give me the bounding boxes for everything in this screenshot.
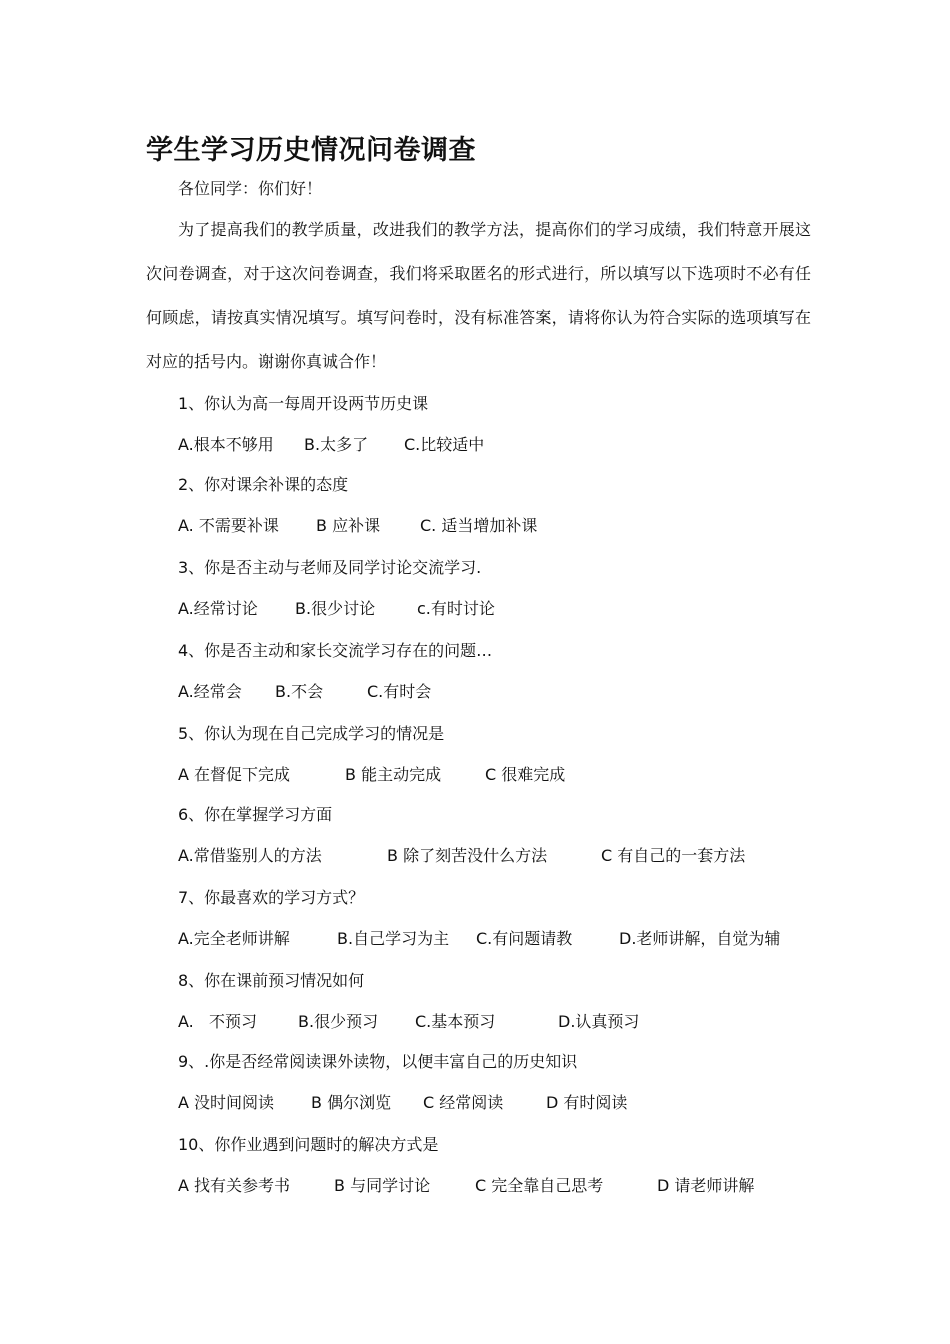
option-b: B.不会 xyxy=(275,682,324,701)
question-5: 5、你认为现在自己完成学习的情况是 xyxy=(178,724,445,743)
option-d: D.认真预习 xyxy=(558,1012,640,1031)
option-b: B.很少讨论 xyxy=(295,599,376,618)
question-1: 1、你认为高一每周开设两节历史课 xyxy=(178,394,429,413)
option-b: B 除了刻苦没什么方法 xyxy=(387,846,548,865)
option-c: C.比较适中 xyxy=(404,435,485,454)
question-9: 9、.你是否经常阅读课外读物，以便丰富自己的历史知识 xyxy=(178,1052,578,1071)
option-b: B.太多了 xyxy=(304,435,369,454)
question-3: 3、你是否主动与老师及同学讨论交流学习. xyxy=(178,558,482,577)
option-b: B 与同学讨论 xyxy=(334,1176,431,1195)
question-2: 2、你对课余补课的态度 xyxy=(178,475,349,494)
question-6: 6、你在掌握学习方面 xyxy=(178,805,333,824)
option-d: D 请老师讲解 xyxy=(657,1176,755,1195)
option-b: B.很少预习 xyxy=(298,1012,379,1031)
option-a: A.常借鉴别人的方法 xyxy=(178,846,322,865)
option-c: C.有问题请教 xyxy=(476,929,573,948)
question-8: 8、你在课前预习情况如何 xyxy=(178,971,365,990)
option-c: C 完全靠自己思考 xyxy=(475,1176,604,1195)
option-a: A. 不预习 xyxy=(178,1012,258,1031)
option-a: A 在督促下完成 xyxy=(178,765,291,784)
option-a: A 找有关参考书 xyxy=(178,1176,291,1195)
option-c: C 有自己的一套方法 xyxy=(601,846,746,865)
option-d: D 有时阅读 xyxy=(546,1093,628,1112)
option-a: A.完全老师讲解 xyxy=(178,929,290,948)
question-4: 4、你是否主动和家长交流学习存在的问题… xyxy=(178,641,493,660)
option-b: B.自己学习为主 xyxy=(337,929,450,948)
option-a: A. 不需要补课 xyxy=(178,516,279,535)
option-c: c.有时讨论 xyxy=(417,599,495,618)
page-title: 学生学习历史情况问卷调查 xyxy=(146,135,476,166)
option-a: A.经常会 xyxy=(178,682,242,701)
option-a: A.根本不够用 xyxy=(178,435,274,454)
option-c: C.基本预习 xyxy=(415,1012,496,1031)
option-b: B 能主动完成 xyxy=(345,765,442,784)
option-c: C.有时会 xyxy=(367,682,432,701)
option-d: D.老师讲解，自觉为辅 xyxy=(619,929,781,948)
option-c: C 很难完成 xyxy=(485,765,566,784)
question-7: 7、你最喜欢的学习方式？ xyxy=(178,888,365,907)
option-b: B 偶尔浏览 xyxy=(311,1093,392,1112)
option-a: A.经常讨论 xyxy=(178,599,258,618)
intro-paragraph: 为了提高我们的教学质量，改进我们的教学方法，提高你们的学习成绩，我们特意开展这次问卷调查，对于这次问卷调查，我们将采取匿名的形式进行，所以填写以下选项时不必有任何顾虑，请按真实情况填写。填写问卷时，没有标准答案，请将你认为符合实际的选项填写在对应的括号内。谢谢你真诚合作！ xyxy=(146,220,811,371)
question-10: 10、你作业遇到问题时的解决方式是 xyxy=(178,1135,439,1154)
option-b: B 应补课 xyxy=(316,516,381,535)
option-c: C. 适当增加补课 xyxy=(420,516,538,535)
option-c: C 经常阅读 xyxy=(423,1093,504,1112)
greeting: 各位同学：你们好！ xyxy=(178,179,323,198)
option-a: A 没时间阅读 xyxy=(178,1093,275,1112)
